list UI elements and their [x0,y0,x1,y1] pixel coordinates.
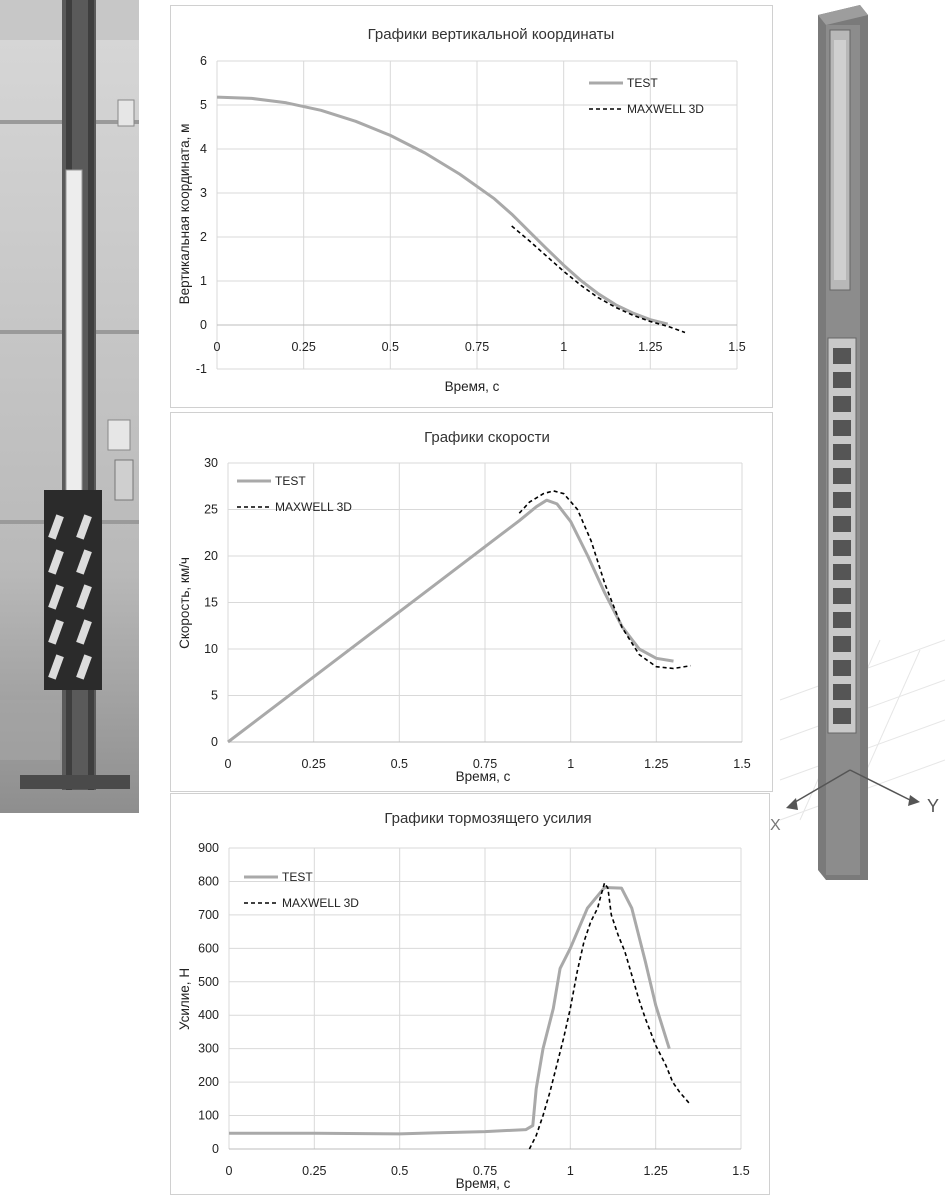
x-tick-label: 1.25 [643,1164,668,1178]
x-tick-label: 0.5 [390,757,409,771]
y-tick-label: 20 [204,549,218,563]
y-tick-label: 25 [204,502,218,517]
series-test-line [229,888,669,1134]
x-tick-label: 1 [567,757,575,771]
chart-coordinate [171,6,774,409]
y-tick-label: 200 [198,1075,219,1090]
x-tick-label: 0 [224,757,232,771]
y-axis-label: Вертикальная координата, м [177,123,192,305]
y-tick-label: 100 [198,1108,219,1123]
x-tick-label: 0.75 [464,340,490,354]
y-tick-label: 300 [198,1041,219,1056]
x-tick-label: 0.75 [472,1164,498,1178]
x-tick-label: 0.25 [302,1164,327,1178]
y-tick-label: 5 [200,98,207,112]
y-tick-label: 15 [204,595,218,610]
legend-label: MAXWELL 3D [275,500,352,514]
axis-label-y: Y [927,796,940,816]
y-tick-label: 0 [200,318,207,332]
y-axis-label: Скорость, км/ч [177,557,192,649]
x-tick-label: 0.25 [291,340,316,354]
chart-panel-coordinate [170,5,773,408]
y-tick-label: -1 [195,362,207,376]
y-tick-label: 700 [198,907,219,922]
x-tick-label: 1 [560,340,568,354]
y-tick-label: 0 [212,1142,219,1156]
series-maxwell-line [529,883,689,1149]
legend-label: TEST [627,76,658,90]
legend-label: MAXWELL 3D [627,102,704,116]
chart-panel-speed [170,412,773,792]
y-axis-label: Усилие, Н [177,967,192,1031]
y-tick-label: 4 [200,142,207,156]
x-tick-label: 1.25 [644,757,669,771]
y-tick-label: 600 [198,941,219,956]
x-axis-label: Время, с [455,1176,511,1191]
x-axis-label: Время, с [455,769,511,784]
x-tick-label: 0.25 [301,757,326,771]
chart-title: Графики тормозящего усилия [384,810,592,827]
series-test-line [228,500,674,742]
x-tick-label: 1.25 [638,340,663,354]
x-axis-label: Время, с [444,379,500,394]
3d-rail-model [760,0,945,885]
series-test-line [217,97,668,324]
legend-label: TEST [282,870,313,884]
y-tick-label: 800 [198,874,219,889]
x-tick-label: 0 [213,340,221,354]
y-tick-label: 6 [200,54,207,68]
chart-title: Графики вертикальной координаты [367,26,615,43]
x-tick-label: 0.5 [390,1164,409,1178]
y-tick-label: 10 [204,642,218,656]
axis-label-x: X [770,817,781,834]
x-tick-label: 1.5 [732,1164,750,1178]
x-tick-label: 0 [225,1164,233,1178]
x-tick-label: 1 [566,1164,574,1178]
chart-title: Графики скорости [424,429,550,446]
y-tick-label: 900 [198,841,219,855]
x-tick-label: 0.5 [381,340,400,354]
chart-panel-force [170,793,770,1195]
y-tick-label: 3 [200,186,207,200]
chart-speed [171,413,774,793]
legend-label: TEST [275,474,306,488]
y-tick-label: 30 [204,456,218,470]
legend-label: MAXWELL 3D [282,896,359,910]
y-tick-label: 400 [198,1008,219,1023]
x-tick-label: 0.75 [472,757,498,771]
x-tick-label: 1.5 [728,340,746,354]
chart-force [171,794,771,1196]
series-maxwell-line [519,491,690,669]
y-tick-label: 5 [211,688,218,703]
y-tick-label: 1 [200,274,207,288]
test-rig-photo [0,0,139,813]
y-tick-label: 2 [200,230,207,244]
y-tick-label: 500 [198,974,219,989]
x-tick-label: 1.5 [733,757,751,771]
y-tick-label: 0 [211,735,218,749]
